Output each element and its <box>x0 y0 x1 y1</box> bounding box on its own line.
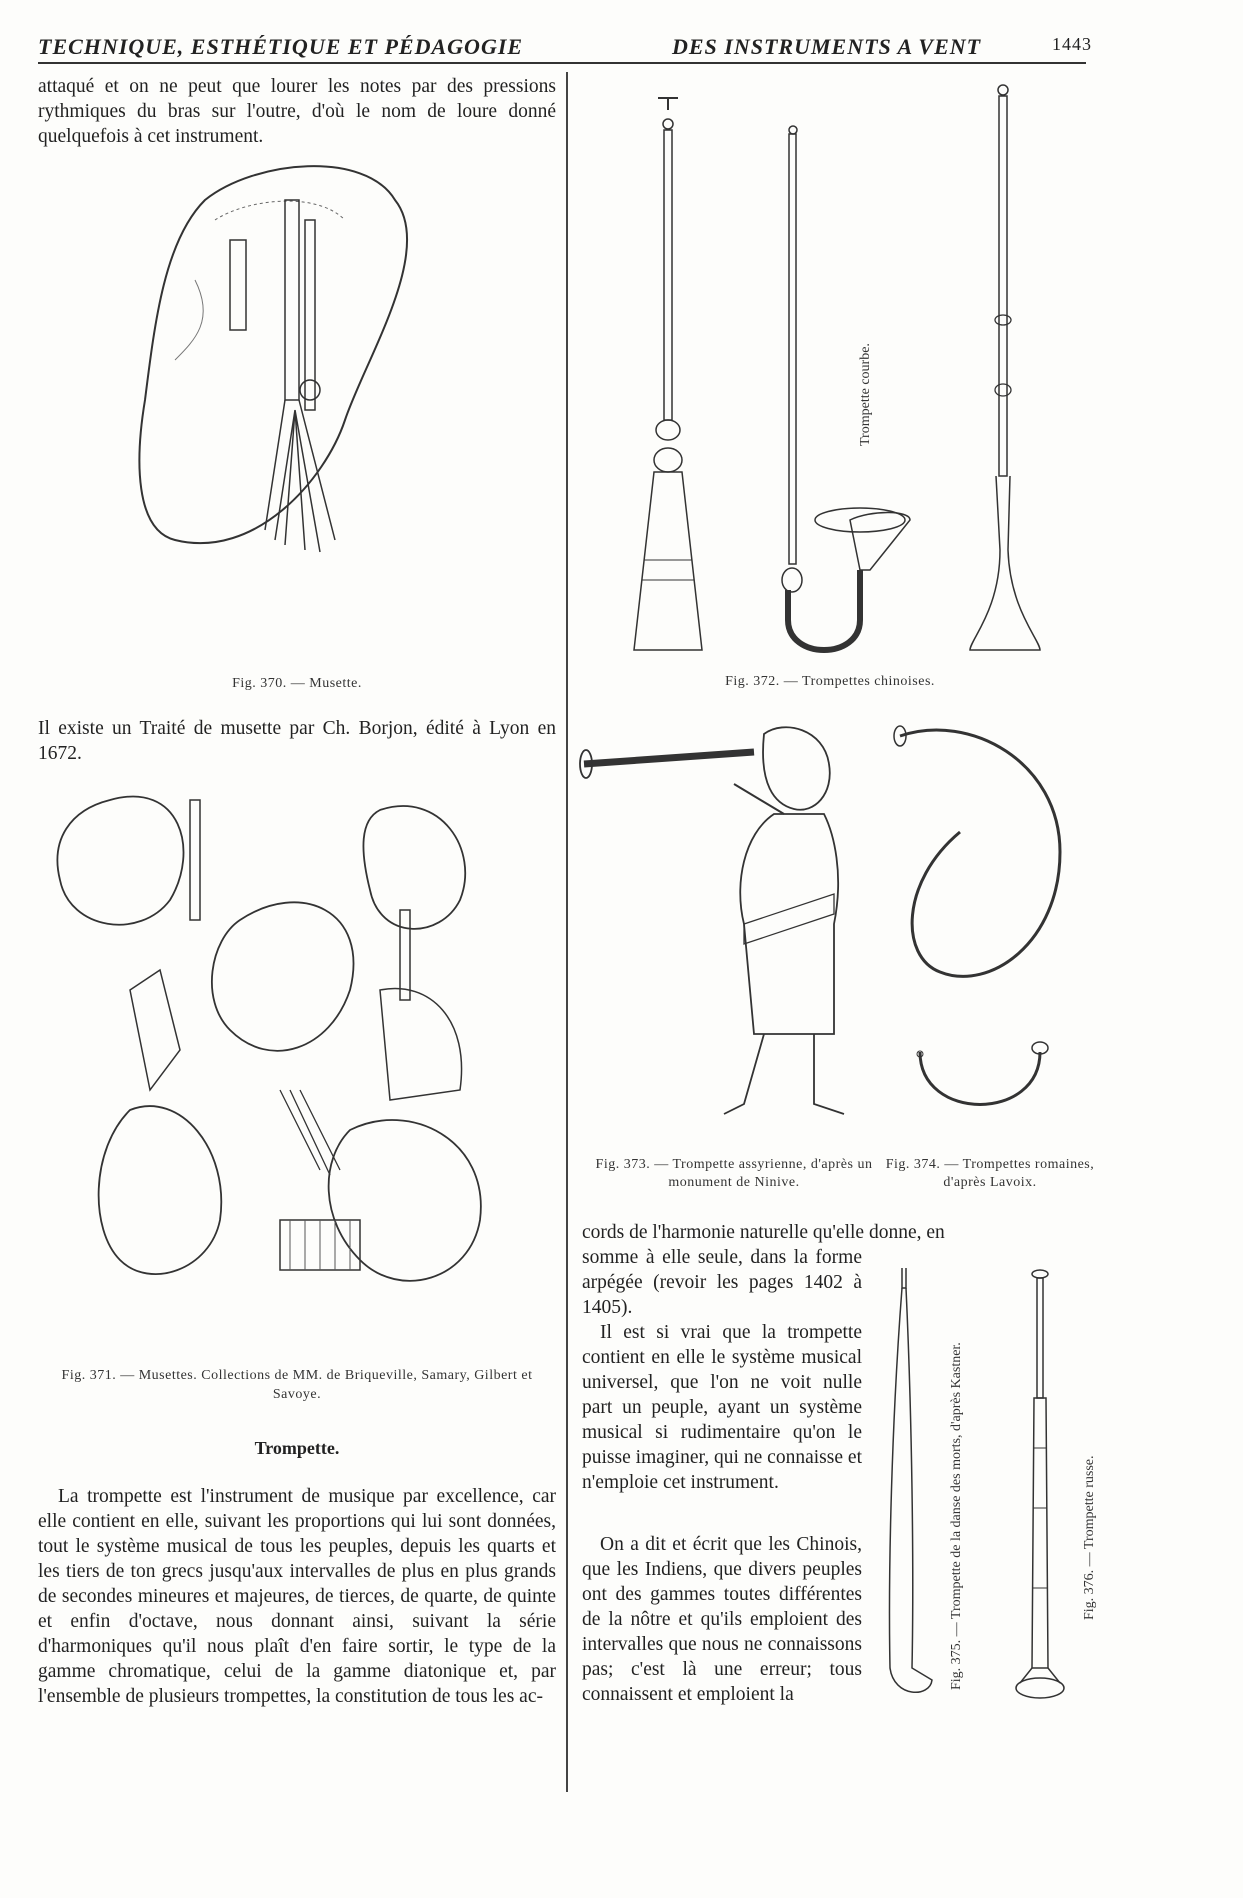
header-rule <box>38 62 1086 64</box>
fig-370-musette-illustration <box>135 160 455 580</box>
fig-370-caption: Fig. 370. — Musette. <box>232 676 362 691</box>
fig-373-caption: Fig. 373. — Trompette assyrienne, d'après un monument de Ninive. <box>595 1157 873 1190</box>
fig-373-assyrian-trumpeter-illustration <box>584 724 884 1124</box>
running-header-right: DES INSTRUMENTS A VENT <box>672 34 982 59</box>
fig-374-caption: Fig. 374. — Trompettes romaines, d'après Lavoix. <box>885 1157 1095 1190</box>
fig-376-russian-trumpet <box>1010 1268 1070 1728</box>
column-divider <box>566 72 568 1792</box>
fig-375-caption: Fig. 375. — Trompette de la danse des morts, d'après Kastner. <box>949 1342 964 1690</box>
paragraph-universal-system: Il est si vrai que la trompette contient en elle le système musical universel, que l'on ne voit nulle part un peuple, ayant un système musical si rudimentaire qu'on le puisse imaginer, qui ne connaisse et n'emploie cet instrument. <box>582 1322 862 1493</box>
fig-374-roman-trumpets-illustration <box>890 722 1090 1132</box>
continuation-line: cords de l'harmonie naturelle qu'elle donne, en <box>582 1222 945 1243</box>
paragraph-chinese-indians: On a dit et écrit que les Chinois, que les Indiens, que divers peuples ont des gammes toutes différentes de la nôtre et qu'ils emploient des intervalles que nous ne connaissons pas; c'est là une erreur; tous connaissent et emploient la <box>582 1534 862 1705</box>
fig-371-musettes-illustration <box>50 790 550 1330</box>
fig-376-caption: Fig. 376. — Trompette russe. <box>1082 1455 1097 1620</box>
trumpet-paragraph: La trompette est l'instrument de musique par excellence, car elle contient en elle, suivant les proportions qui lui sont données, tout le système musical de tous les peuples, depuis les quarts et les tiers de ton grecs jusqu'aux intervalles de plus en plus grands de secondes mineures et majeures, de tierces, de quarte, de quinte et enfin d'octave, nous donnant ainsi, suivant la série d'harmoniques qu'il nous plaît d'en faire sortir, le type de la gamme chromatique, celui de la gamme diatonique et, par l'ensemble de plusieurs trompettes, la constitution de tous les ac- <box>38 1486 556 1707</box>
fig-372-curved-trumpet-label: Trompette courbe. <box>858 343 873 446</box>
page-number: 1443 <box>1052 34 1092 54</box>
section-title-trompette: Trompette. <box>254 1438 340 1458</box>
fig-372-caption: Fig. 372. — Trompettes chinoises. <box>725 674 935 689</box>
fig-372-chinese-trumpets-illustration <box>620 90 1080 670</box>
borjon-paragraph: Il existe un Traité de musette par Ch. Borjon, édité à Lyon en 1672. <box>38 718 556 764</box>
running-header-left: TECHNIQUE, ESTHÉTIQUE ET PÉDAGOGIE <box>38 34 524 59</box>
continuation-rest: somme à elle seule, dans la forme arpégée (revoir les pages 1402 à 1405). <box>582 1247 862 1318</box>
intro-paragraph: attaqué et on ne peut que lourer les notes par des pressions rythmiques du bras sur l'outre, d'où le nom de loure donné quelquefois à cet instrument. <box>38 76 556 147</box>
fig-371-caption: Fig. 371. — Musettes. Collections de MM. de Briqueville, Samary, Gilbert et Savoye. <box>61 1368 533 1402</box>
